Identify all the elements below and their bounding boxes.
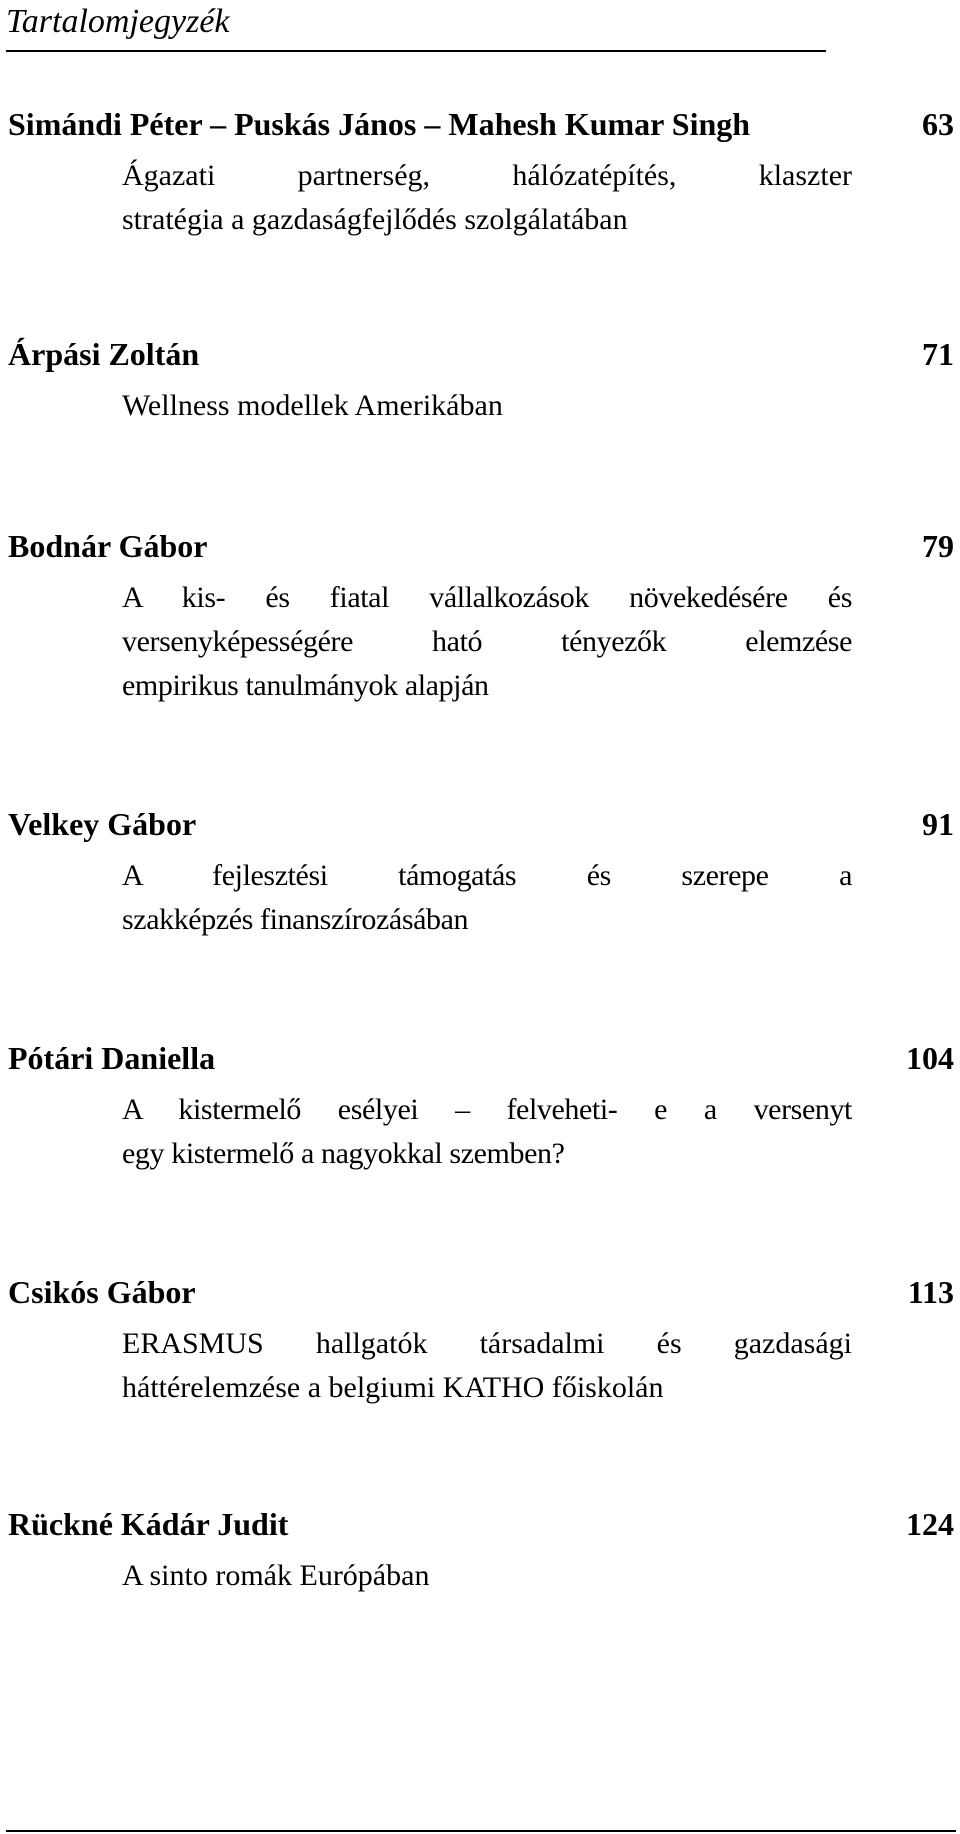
toc-entry[interactable] — [8, 1038, 954, 1176]
toc-entry[interactable] — [8, 104, 954, 242]
article-title-line: A sinto romák Európában — [122, 1559, 430, 1592]
toc-heading: Tartalomjegyzék — [6, 3, 230, 40]
author-name: Bodnár Gábor — [8, 528, 208, 564]
page-number: 71 — [922, 336, 954, 372]
author-name: Csikós Gábor — [8, 1274, 196, 1310]
article-title — [122, 854, 852, 942]
article-title-line: stratégia a gazdaságfejlődés szolgálatában — [122, 203, 628, 236]
toc-entry-header — [8, 1038, 954, 1078]
article-title — [122, 384, 852, 428]
page-number: 104 — [906, 1040, 954, 1076]
article-title-line: háttérelemzése a belgiumi KATHO főiskolán — [122, 1371, 664, 1404]
article-title-line: szakképzés finanszírozásában — [122, 903, 469, 936]
toc-entry-header — [8, 1272, 954, 1312]
toc-entry[interactable] — [8, 526, 954, 708]
article-title-line: ERASMUS hallgatók társadalmi és gazdasági — [122, 1327, 852, 1360]
article-title — [122, 576, 852, 708]
page-number: 124 — [906, 1506, 954, 1542]
author-name: Rückné Kádár Judit — [8, 1506, 289, 1542]
article-title-line: Ágazati partnerség, hálózatépítés, klaszter — [122, 159, 852, 192]
toc-entry-header — [8, 1504, 954, 1544]
page-number: 113 — [907, 1274, 954, 1310]
article-title-line: egy kistermelő a nagyokkal szemben? — [122, 1137, 565, 1170]
author-name: Pótári Daniella — [8, 1040, 216, 1076]
header-divider — [6, 50, 826, 52]
footer-divider — [6, 1830, 956, 1832]
author-name: Velkey Gábor — [8, 806, 197, 842]
toc-entry[interactable] — [8, 334, 954, 428]
article-title-line: empirikus tanulmányok alapján — [122, 669, 489, 702]
article-title-line: Wellness modellek Amerikában — [122, 389, 503, 422]
author-name: Árpási Zoltán — [8, 336, 200, 372]
page-number: 91 — [922, 806, 954, 842]
toc-entry[interactable] — [8, 1272, 954, 1410]
toc-entry[interactable] — [8, 804, 954, 942]
toc-entry-header — [8, 804, 954, 844]
toc-entry-header — [8, 526, 954, 566]
toc-entry-header — [8, 104, 954, 144]
toc-entry-header — [8, 334, 954, 374]
page-number: 79 — [922, 528, 954, 564]
article-title-line: A fejlesztési támogatás és szerepe a — [122, 859, 852, 892]
article-title-line: A kistermelő esélyei – felveheti- e a versenyt — [122, 1093, 852, 1126]
toc-entry[interactable] — [8, 1504, 954, 1598]
article-title-line: A kis- és fiatal vállalkozások növekedésére és — [122, 581, 852, 614]
article-title — [122, 1554, 852, 1598]
page-number: 63 — [922, 106, 954, 142]
author-name: Simándi Péter – Puskás János – Mahesh Kumar Singh — [8, 106, 751, 142]
article-title — [122, 1322, 852, 1410]
article-title — [122, 154, 852, 242]
article-title — [122, 1088, 852, 1176]
article-title-line: versenyképességére ható tényezők elemzése — [122, 625, 852, 658]
